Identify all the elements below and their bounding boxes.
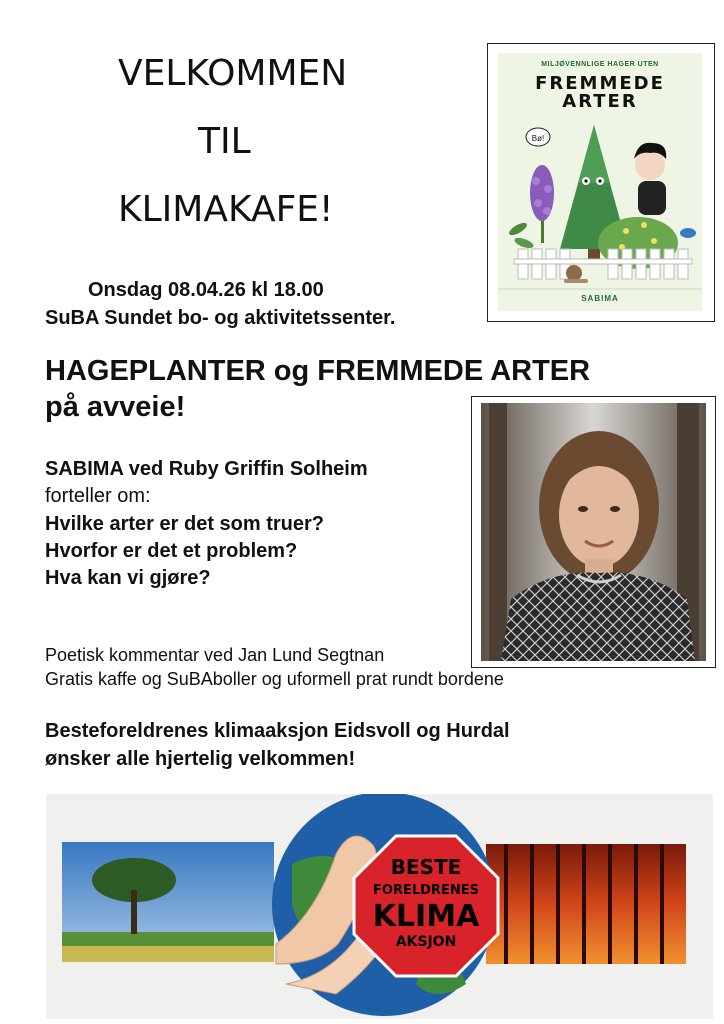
- book-kicker: MILJØVENNLIGE HAGER UTEN: [541, 61, 659, 68]
- speaker-name: SABIMA ved Ruby Griffin Solheim: [45, 458, 368, 480]
- portrait-photo: [481, 403, 706, 661]
- topic-heading-line-1: HAGEPLANTER og FREMMEDE ARTER: [45, 355, 591, 387]
- book-speech: Bø!: [531, 134, 545, 143]
- banner-illustration: [46, 794, 713, 1019]
- book-illustration: [498, 53, 702, 311]
- speaker-intro: forteller om:: [45, 485, 151, 507]
- portrait-illustration: [481, 403, 706, 661]
- welcome-line-2: TIL: [198, 121, 251, 162]
- question-item: Hva kan vi gjøre?: [45, 567, 211, 589]
- logo-line-1: BESTE: [390, 855, 462, 879]
- closing-line-2: ønsker alle hjertelig velkommen!: [45, 748, 356, 770]
- topic-heading-line-2: på avveie!: [45, 391, 186, 423]
- welcome-line-1: VELKOMMEN: [118, 53, 348, 94]
- book-brand: SABIMA: [581, 294, 619, 303]
- event-venue: SuBA Sundet bo- og aktivitetssenter.: [45, 307, 396, 329]
- question-item: Hvilke arter er det som truer?: [45, 513, 324, 535]
- coffee-line: Gratis kaffe og SuBAboller og uformell prat rundt bordene: [45, 669, 504, 689]
- welcome-line-3: KLIMAKAFE!: [118, 189, 334, 230]
- book-cover-frame: [487, 43, 715, 322]
- poem-line: Poetisk kommentar ved Jan Lund Segtnan: [45, 645, 385, 665]
- event-date: Onsdag 08.04.26 kl 18.00: [88, 279, 324, 301]
- closing-line-1: Besteforeldrenes klimaaksjon Eidsvoll og Hurdal: [45, 720, 510, 742]
- climate-banner: [46, 794, 713, 1019]
- question-item: Hvorfor er det et problem?: [45, 540, 298, 562]
- book-title-line-2: ARTER: [562, 91, 638, 112]
- book-title-line-1: FREMMEDE: [535, 73, 665, 94]
- book-cover: [498, 53, 702, 311]
- logo-line-2: FORELDRENES: [373, 883, 479, 898]
- logo-line-4: AKSJON: [395, 934, 457, 950]
- logo-line-3: KLIMA: [372, 899, 480, 934]
- portrait-photo-frame: [471, 396, 716, 668]
